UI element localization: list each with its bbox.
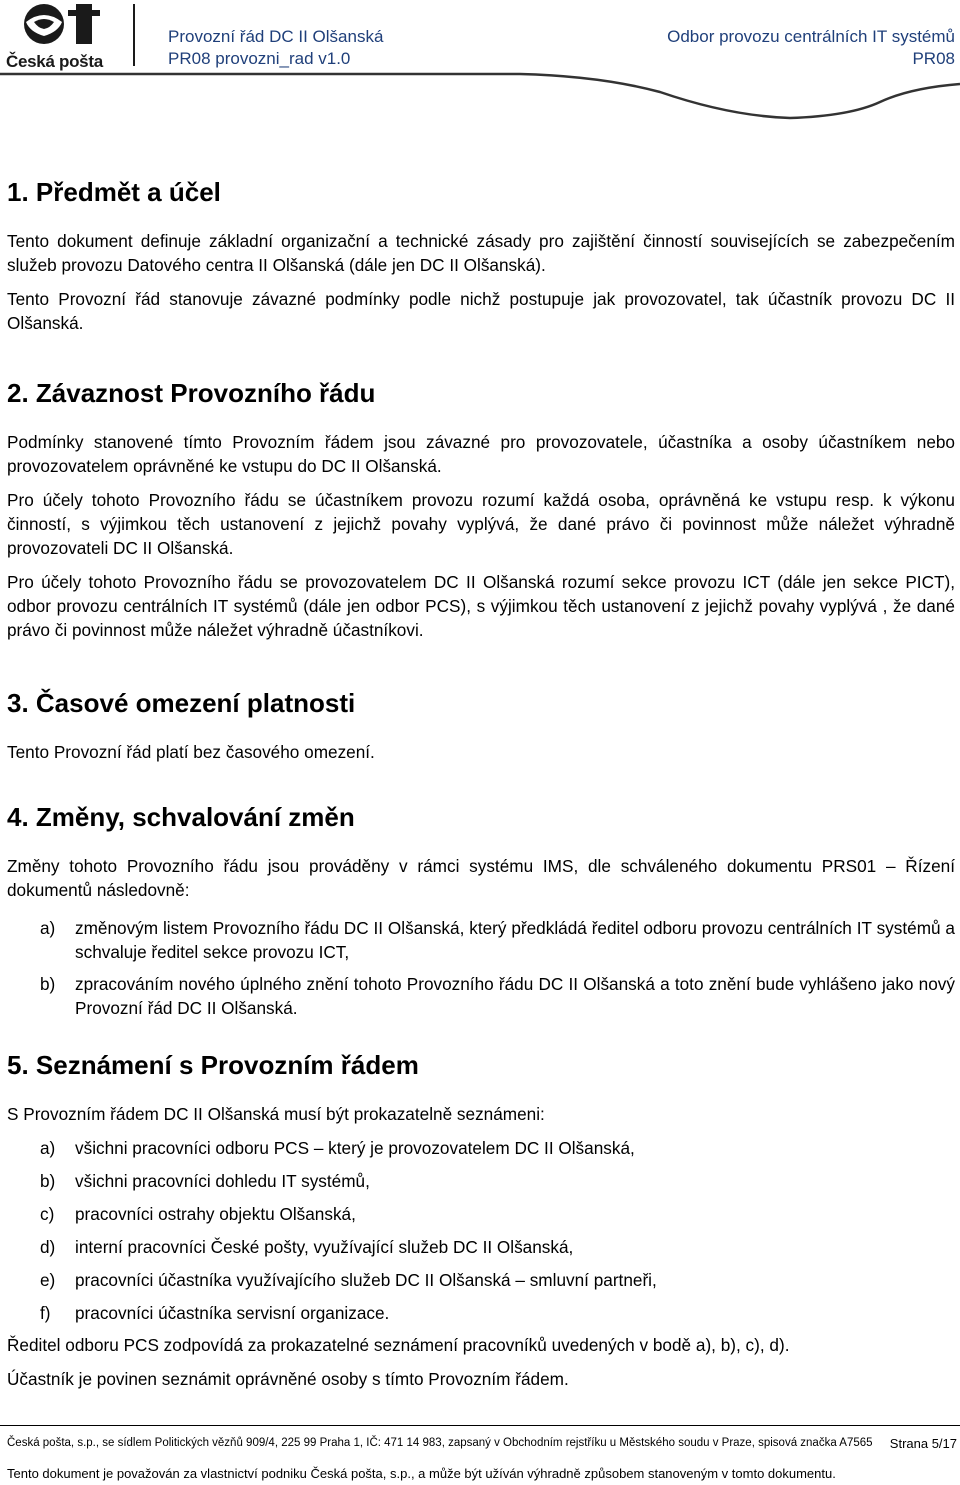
section-5 (7, 1048, 955, 1401)
list-item (7, 916, 955, 964)
section-4 (7, 800, 955, 1020)
list-item (7, 1235, 955, 1259)
paragraph: Tento Provozní řád stanovuje závazné podmínky podle nichž postupuje jak provozovatel, tak účastník provozu DC II Olšanská. (7, 289, 955, 333)
list-marker: a) (40, 1138, 56, 1158)
paragraph: Změny tohoto Provozního řádu jsou prováděny v rámci systému IMS, dle schváleného dokumentu PRS01 – Řízení dokumentů následovně: (7, 856, 955, 900)
list-marker: b) (40, 974, 56, 994)
section-1 (7, 175, 955, 345)
paragraph: Tento Provozní řád platí bez časového omezení. (7, 742, 375, 762)
department-name: Odbor provozu centrálních IT systémů (667, 27, 955, 46)
list-item (7, 1301, 955, 1325)
company-registration: Česká pošta, s.p., se sídlem Politických vězňů 909/4, 225 99 Praha 1, IČ: 471 14 983, zapsaný v Obchodním rejstříku u Městského soudu v Praze, spisová značka A7565 (7, 1437, 873, 1449)
list-item (7, 1136, 955, 1160)
list-item (7, 972, 955, 1020)
list-item-text: změnovým listem Provozního řádu DC II Olšanská, který předkládá ředitel odboru provozu centrálních IT systémů a schvaluje ředitel sekce provozu ICT, (75, 918, 955, 962)
section-2 (7, 376, 955, 652)
document-id: PR08 (912, 49, 955, 68)
list-item-text: všichni pracovníci dohledu IT systémů, (75, 1171, 370, 1191)
paragraph: Podmínky stanovené tímto Provozním řádem jsou závazné pro provozovatele, účastníka a osoby účastníkem nebo provozovatelem oprávněné ke vstupu do DC II Olšanská. (7, 432, 955, 476)
section-heading: 4. Změny, schvalování změn (7, 802, 355, 832)
document-code: PR08 provozni_rad v1.0 (168, 49, 351, 68)
list-item-text: pracovníci účastníka využívajícího služeb DC II Olšanská – smluvní partneři, (75, 1270, 657, 1290)
list-marker: b) (40, 1171, 56, 1191)
list-item (7, 1169, 955, 1193)
paragraph: Tento dokument definuje základní organizační a technické zásady pro zajištění činností souvisejících se zabezpečením služeb provozu Datového centra II Olšanská (dále jen DC II Olšanská). (7, 231, 955, 275)
paragraph: Účastník je povinen seznámit oprávněné osoby s tímto Provozním řádem. (7, 1369, 569, 1389)
header-department-info (667, 26, 955, 70)
list-item (7, 1268, 955, 1292)
paragraph: Pro účely tohoto Provozního řádu se účastníkem provozu rozumí každá osoba, oprávněná ke vstupu resp. k výkonu činností, s výjimkou těch ustanovení z jejichž povahy vyplývá, že dané právo či povinnost může náležet výhradně provozovateli DC II Olšanská. (7, 490, 955, 558)
footer-notice: Tento dokument je považován za vlastnictví podniku Česká pošta, s.p., a může být užíván výhradně způsobem stanoveným v tomto dokumentu. (7, 1466, 836, 1481)
section-heading: 1. Předmět a účel (7, 177, 221, 207)
logo-text: Česká pošta (6, 52, 103, 71)
document-title: Provozní řád DC II Olšanská (168, 27, 384, 46)
change-methods-list (7, 916, 955, 1020)
acquainted-persons-list (7, 1136, 955, 1325)
page-number: Strana 5/17 (889, 1436, 957, 1451)
section-heading: 2. Závaznost Provozního řádu (7, 378, 376, 408)
list-marker: a) (40, 918, 56, 938)
page-header (0, 0, 960, 128)
header-divider (133, 4, 135, 66)
list-marker: c) (40, 1204, 55, 1224)
footer-divider (0, 1425, 960, 1426)
list-marker: e) (40, 1270, 56, 1290)
list-item-text: pracovníci účastníka servisní organizace. (75, 1303, 390, 1323)
section-3 (7, 686, 955, 774)
list-item-text: všichni pracovníci odboru PCS – který je provozovatelem DC II Olšanská, (75, 1138, 635, 1158)
section-heading: 3. Časové omezení platnosti (7, 688, 356, 718)
list-item-text: pracovníci ostrahy objektu Olšanská, (75, 1204, 356, 1224)
list-item (7, 1202, 955, 1226)
list-item-text: zpracováním nového úplného znění tohoto Provozního řádu DC II Olšanská a toto znění bude vyhlášeno jako nový Provozní řád DC II Olšanská. (75, 974, 955, 1018)
footer-company-info (7, 1437, 957, 1449)
list-item-text: interní pracovníci České pošty, využívající služeb DC II Olšanská, (75, 1237, 574, 1257)
paragraph: Pro účely tohoto Provozního řádu se provozovatelem DC II Olšanská rozumí sekce provozu ICT (dále jen sekce PICT), odbor provozu centrálních IT systémů (dále jen odbor PCS), s výjimkou těch ustanovení z jejichž povahy vyplývá , že dané právo či povinnost může náležet výhradně účastníkovi. (7, 572, 955, 640)
paragraph: Ředitel odboru PCS zodpovídá za prokazatelné seznámení pracovníků uvedených v bodě a), b), c), d). (7, 1335, 790, 1355)
section-heading: 5. Seznámení s Provozním řádem (7, 1050, 419, 1080)
paragraph: S Provozním řádem DC II Olšanská musí být prokazatelně seznámeni: (7, 1104, 545, 1124)
header-document-info (168, 26, 383, 70)
list-marker: d) (40, 1237, 56, 1257)
list-marker: f) (40, 1303, 51, 1323)
header-wave-line (0, 70, 960, 126)
